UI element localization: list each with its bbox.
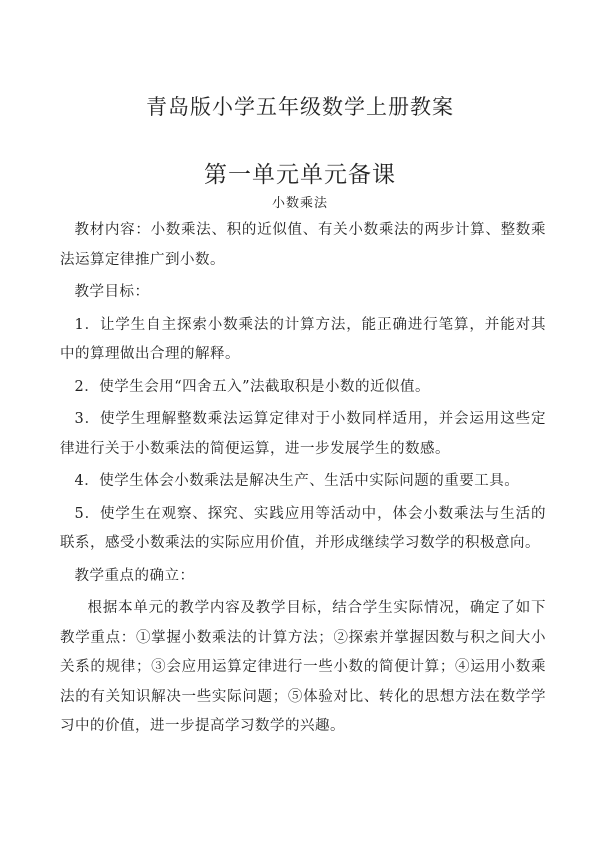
lesson-subtitle: 小数乘法 <box>271 196 328 211</box>
paragraph-objective-5: 5．使学生在观察、探究、实践应用等活动中，体会小数乘法与生活的联系，感受小数乘法的实际应用价值，并形成继续学习数学的积极意向。 <box>60 505 546 551</box>
paragraph-objective-1: 1．让学生自主探索小数乘法的计算方法，能正确进行笔算，并能对其中的算理做出合理的解释。 <box>60 316 546 362</box>
paragraph-key-points: 根据本单元的教学内容及教学目标，结合学生实际情况，确定了如下教学重点：①掌握小数乘法的计算方法；②探索并掌握因数与积之间大小关系的规律；③会应用运算定律进行一些小数的简便计算；④运用小数乘法的有关知识解决一些实际问题；⑤体验对比、转化的思想方法在数学学习中的价值，进一步提高学习数学的兴趣。 <box>60 600 546 734</box>
paragraph-objective-2: 2．使学生会用“四舍五入”法截取积是小数的近似值。 <box>74 378 431 395</box>
document-title: 青岛版小学五年级数学上册教案 <box>146 95 454 119</box>
unit-title: 第一单元单元备课 <box>204 162 396 188</box>
paragraph-objective-3: 3．使学生理解整数乘法运算定律对于小数同样适用，并会运用这些定律进行关于小数乘法的简便运算，进一步发展学生的数感。 <box>60 411 546 457</box>
paragraph-objective-4: 4．使学生体会小数乘法是解决生产、生活中实际问题的重要工具。 <box>74 473 520 489</box>
document-body <box>60 216 546 745</box>
paragraph-content: 教材内容：小数乘法、积的近似值、有关小数乘法的两步计算、整数乘法运算定律推广到小数。 <box>60 222 546 268</box>
paragraph-key-points-heading: 教学重点的确立： <box>74 567 195 584</box>
paragraph-objectives-heading: 教学目标： <box>74 284 150 300</box>
